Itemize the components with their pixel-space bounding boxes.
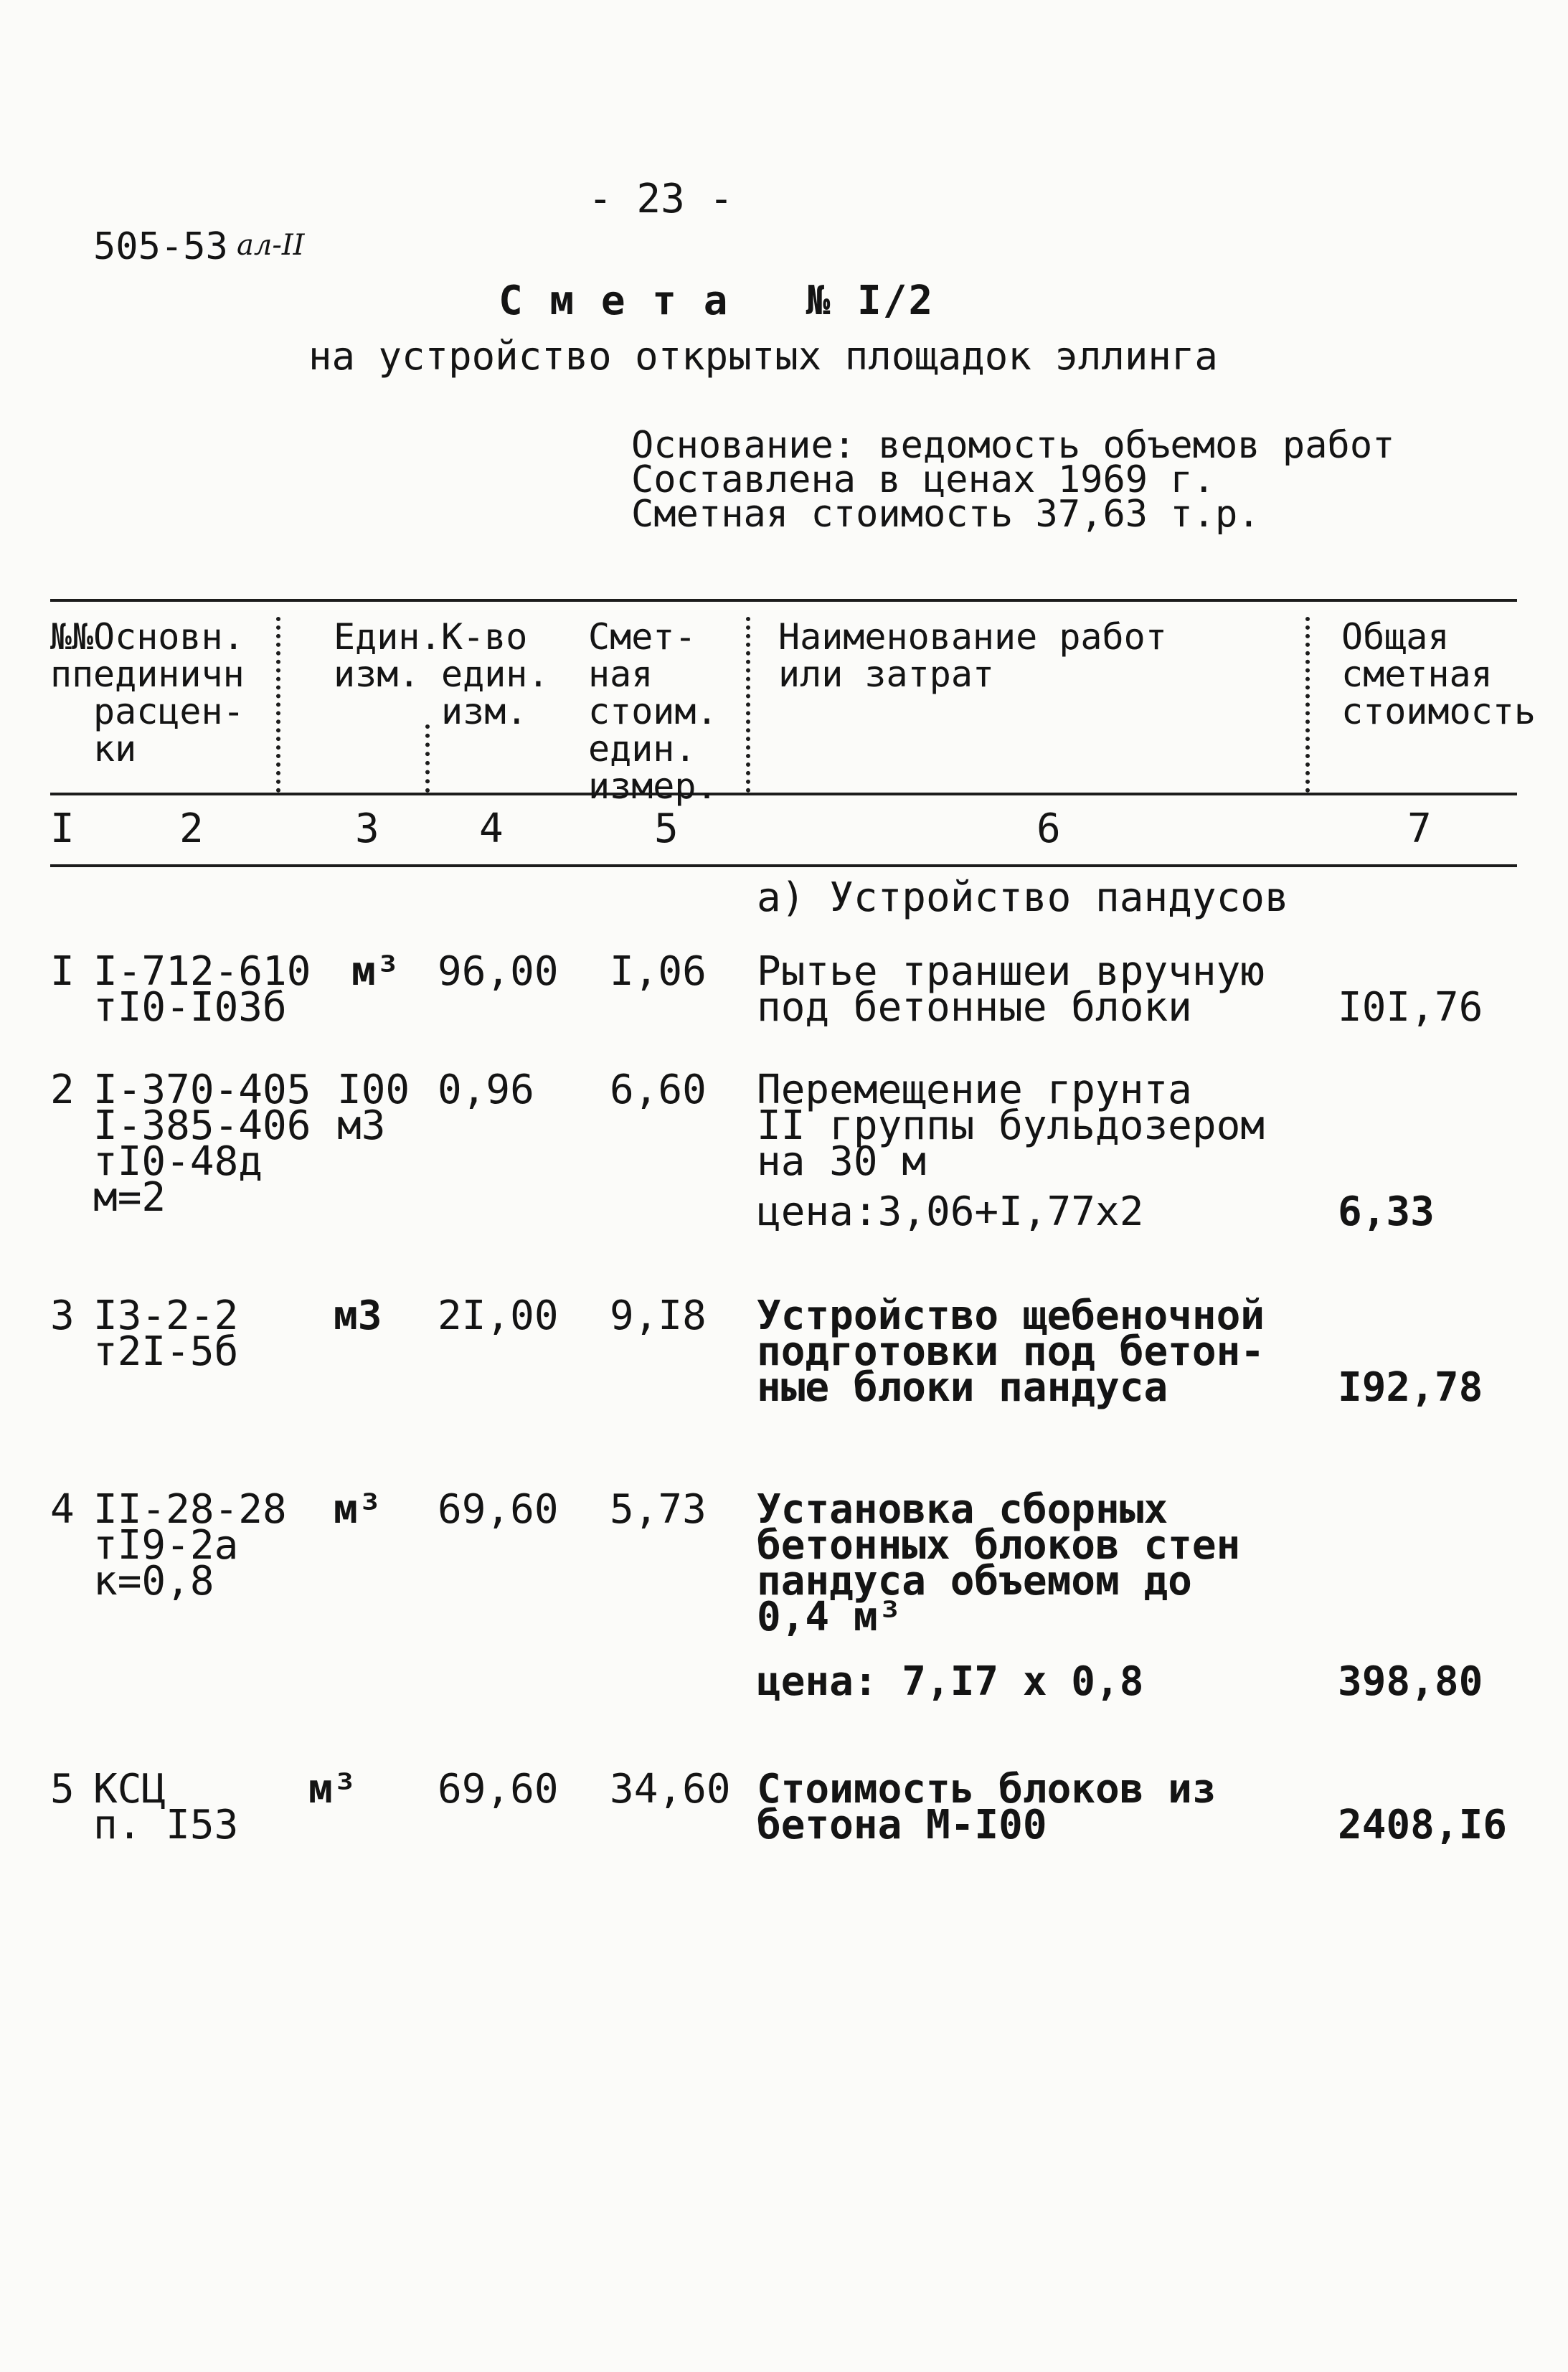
row-unit: м³ <box>351 948 400 995</box>
document-title: С м е т а № I/2 <box>499 278 935 324</box>
row-rate-code: КСЦ п. I53 <box>93 1766 239 1848</box>
col-number-5: 5 <box>654 805 679 852</box>
col-separator-6 <box>1305 617 1310 793</box>
row-quantity: 96,00 <box>438 948 559 995</box>
row-number: 5 <box>50 1766 75 1813</box>
col-separator-3 <box>425 724 430 793</box>
row-number: 4 <box>50 1486 75 1533</box>
row-number: I <box>50 948 75 995</box>
row-quantity: 0,96 <box>438 1067 534 1113</box>
header-col-number: №№ пп <box>50 616 94 695</box>
col-separator-5 <box>746 617 750 793</box>
document-handwritten-note: ал-II <box>237 229 305 262</box>
table-header-bottom-rule <box>50 793 1517 795</box>
row-unit-price: I,06 <box>610 948 707 995</box>
col-number-6: 6 <box>1036 805 1061 852</box>
document-code: 505-53 <box>93 225 228 268</box>
row-rate-code: II-28-28 тI9-2а к=0,8 <box>93 1486 287 1605</box>
col-number-4: 4 <box>479 805 504 852</box>
row-quantity: 69,60 <box>438 1486 559 1533</box>
row-unit: м³ <box>334 1486 382 1533</box>
col-number-3: 3 <box>355 805 379 852</box>
row-price-calculation: цена:3,06+I,77x2 <box>757 1189 1144 1235</box>
row-total: 398,80 <box>1338 1658 1483 1705</box>
basis-line-1: Основание: ведомость объемов работ <box>631 424 1395 467</box>
col-number-7: 7 <box>1407 805 1432 852</box>
section-title: а) Устройство пандусов <box>757 874 1289 921</box>
row-unit: м³ <box>308 1766 357 1813</box>
row-total: 6,33 <box>1338 1189 1435 1235</box>
page-number: - 23 - <box>588 176 734 222</box>
col-separator-2 <box>276 617 280 793</box>
document-subtitle: на устройство открытых площадок эллинга <box>308 334 1218 379</box>
row-number: 3 <box>50 1293 75 1339</box>
header-col-unit-price: Смет- ная стоим. един. измер. <box>588 616 718 807</box>
row-work-name: Стоимость блоков из бетона М-I00 <box>757 1766 1217 1848</box>
header-col-quantity: К-во един. изм. <box>441 616 549 732</box>
table-colnum-bottom-rule <box>50 864 1517 867</box>
row-total: 2408,I6 <box>1338 1802 1508 1848</box>
basis-line-3: Сметная стоимость 37,63 т.р. <box>631 493 1260 536</box>
row-work-name: Перемещение грунта II группы бульдозером на 30 м <box>757 1067 1265 1185</box>
row-work-name: Установка сборных бетонных блоков стен пандуса объемом до 0,4 м³ <box>757 1486 1241 1640</box>
row-work-name: Рытье траншеи вручную под бетонные блоки <box>757 948 1265 1031</box>
row-price-calculation: цена: 7,I7 x 0,8 <box>757 1658 1144 1705</box>
row-total: I0I,76 <box>1338 984 1483 1031</box>
col-number-1: I <box>50 805 75 852</box>
header-col-base-rate: Основн. единичн расцен- ки <box>93 616 245 770</box>
row-unit: I00 м3 <box>337 1067 410 1149</box>
row-unit-price: 34,60 <box>610 1766 731 1813</box>
row-total: I92,78 <box>1338 1364 1483 1411</box>
col-number-2: 2 <box>179 805 204 852</box>
row-unit-price: 5,73 <box>610 1486 707 1533</box>
row-unit-price: 6,60 <box>610 1067 707 1113</box>
row-rate-code: I-712-610 тI0-I03б <box>93 948 311 1031</box>
header-col-work-name: Наименование работ или затрат <box>778 616 1167 695</box>
row-unit-price: 9,I8 <box>610 1293 707 1339</box>
basis-line-2: Составлена в ценах 1969 г. <box>631 458 1215 501</box>
row-quantity: 69,60 <box>438 1766 559 1813</box>
row-rate-code: I3-2-2 т2I-5б <box>93 1293 239 1375</box>
row-quantity: 2I,00 <box>438 1293 559 1339</box>
row-number: 2 <box>50 1067 75 1113</box>
row-unit: м3 <box>334 1293 382 1339</box>
header-col-unit: Един. изм. <box>334 616 442 695</box>
row-work-name: Устройство щебеночной подготовки под бетон- ные блоки пандуса <box>757 1293 1265 1411</box>
table-top-rule <box>50 599 1517 602</box>
header-col-total: Общая сметная стоимость <box>1341 616 1536 732</box>
row-rate-code: I-370-405 I-385-406 тI0-48д м=2 <box>93 1067 311 1221</box>
